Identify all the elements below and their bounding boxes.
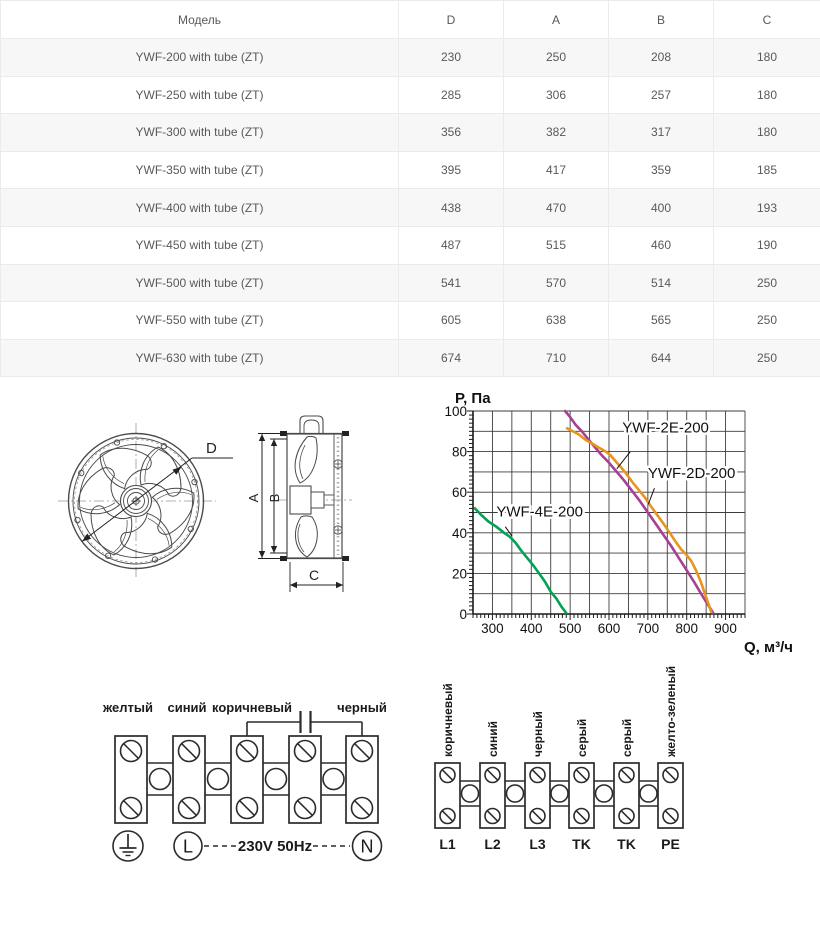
performance-chart bbox=[440, 385, 820, 660]
spec-table-body bbox=[1, 39, 820, 377]
table-row bbox=[1, 264, 820, 302]
col-header-model: Модель bbox=[1, 1, 399, 39]
col-header-c: C bbox=[714, 1, 820, 39]
wiring-diagram-three-phase bbox=[425, 662, 725, 862]
dim-label-d: D bbox=[206, 440, 217, 457]
table-cell: 515 bbox=[504, 226, 609, 264]
table-cell: YWF-500 with tube (ZT) bbox=[1, 264, 399, 302]
curve-ywf-4e-200 bbox=[475, 508, 566, 613]
svg-text:L: L bbox=[182, 836, 194, 857]
terminal-label: TK bbox=[572, 836, 591, 852]
ground-icon bbox=[113, 831, 143, 861]
curve-label: YWF-2E-200 bbox=[622, 419, 709, 437]
wire-label: желтый bbox=[103, 700, 153, 715]
table-cell: 395 bbox=[399, 151, 504, 189]
table-cell: YWF-630 with tube (ZT) bbox=[1, 339, 399, 377]
table-cell: 438 bbox=[399, 189, 504, 227]
connector-hole bbox=[507, 785, 524, 802]
x-tick-label: 600 bbox=[597, 621, 621, 636]
table-row bbox=[1, 302, 820, 340]
line-terminal bbox=[174, 832, 202, 860]
table-row bbox=[1, 189, 820, 227]
wire-label: синий bbox=[486, 720, 500, 757]
dim-label-a: A bbox=[246, 493, 261, 503]
table-cell: 190 bbox=[714, 226, 820, 264]
table-cell: YWF-250 with tube (ZT) bbox=[1, 76, 399, 114]
connector-hole bbox=[266, 769, 287, 790]
table-cell: 514 bbox=[609, 264, 714, 302]
wire-label: черный bbox=[337, 700, 387, 715]
table-cell: 208 bbox=[609, 39, 714, 77]
table-cell: 285 bbox=[399, 76, 504, 114]
table-row bbox=[1, 114, 820, 152]
table-cell: 250 bbox=[714, 339, 820, 377]
wiring-diagram-single-phase bbox=[90, 695, 400, 870]
fan-side-view bbox=[246, 416, 352, 592]
dim-label-c: C bbox=[308, 567, 320, 583]
wire-label: желто-зеленый bbox=[664, 665, 678, 757]
table-cell: 382 bbox=[504, 114, 609, 152]
table-cell: 257 bbox=[609, 76, 714, 114]
table-row bbox=[1, 76, 820, 114]
table-cell: 638 bbox=[504, 302, 609, 340]
terminal-strip bbox=[435, 763, 683, 828]
terminal-label: PE bbox=[661, 836, 680, 852]
table-cell: YWF-300 with tube (ZT) bbox=[1, 114, 399, 152]
connector-hole bbox=[462, 785, 479, 802]
table-row bbox=[1, 226, 820, 264]
x-tick-label: 300 bbox=[481, 621, 504, 636]
table-cell: YWF-200 with tube (ZT) bbox=[1, 39, 399, 77]
table-cell: 180 bbox=[714, 114, 820, 152]
col-header-b: B bbox=[609, 1, 714, 39]
x-axis-title: Q, м³/ч bbox=[744, 639, 793, 656]
wire-label: коричневый bbox=[441, 683, 455, 757]
table-cell: 710 bbox=[504, 339, 609, 377]
x-tick-label: 800 bbox=[675, 621, 698, 636]
y-tick-label: 40 bbox=[451, 525, 467, 541]
spec-table bbox=[0, 0, 820, 377]
table-cell: 605 bbox=[399, 302, 504, 340]
table-cell: 417 bbox=[504, 151, 609, 189]
svg-text:N: N bbox=[360, 836, 374, 857]
wire-label: серый bbox=[575, 718, 589, 757]
y-axis-title: P, Па bbox=[455, 390, 491, 407]
connector-hole bbox=[596, 785, 613, 802]
table-cell: 306 bbox=[504, 76, 609, 114]
connector-hole bbox=[640, 785, 657, 802]
table-cell: 570 bbox=[504, 264, 609, 302]
table-cell: 250 bbox=[714, 302, 820, 340]
table-cell: 185 bbox=[714, 151, 820, 189]
table-cell: 180 bbox=[714, 39, 820, 77]
wire-label: коричневый bbox=[212, 700, 292, 715]
curve-ywf-2e-200 bbox=[567, 428, 711, 612]
voltage-label: 230V 50Hz bbox=[237, 838, 313, 855]
table-cell: 356 bbox=[399, 114, 504, 152]
terminal-label: L2 bbox=[484, 836, 501, 852]
table-cell: 541 bbox=[399, 264, 504, 302]
dim-label-b: B bbox=[267, 493, 282, 503]
connector-hole bbox=[323, 769, 344, 790]
y-tick-label: 100 bbox=[444, 404, 467, 419]
connector-hole bbox=[551, 785, 568, 802]
table-cell: YWF-550 with tube (ZT) bbox=[1, 302, 399, 340]
table-cell: 565 bbox=[609, 302, 714, 340]
table-cell: 470 bbox=[504, 189, 609, 227]
terminal-label: L1 bbox=[439, 836, 456, 852]
table-cell: 644 bbox=[609, 339, 714, 377]
curve-label: YWF-4E-200 bbox=[496, 503, 584, 521]
wire-label: серый bbox=[620, 718, 634, 757]
col-header-a: A bbox=[504, 1, 609, 39]
terminal-label: TK bbox=[617, 836, 636, 852]
y-tick-label: 0 bbox=[459, 607, 467, 622]
x-tick-label: 400 bbox=[520, 621, 543, 636]
table-cell: 359 bbox=[609, 151, 714, 189]
terminal-strip bbox=[115, 736, 378, 823]
table-cell: YWF-350 with tube (ZT) bbox=[1, 151, 399, 189]
terminal-label: L3 bbox=[529, 836, 546, 852]
table-row bbox=[1, 151, 820, 189]
y-tick-label: 20 bbox=[451, 566, 467, 582]
table-cell: YWF-400 with tube (ZT) bbox=[1, 189, 399, 227]
x-tick-label: 500 bbox=[558, 621, 582, 636]
table-row bbox=[1, 339, 820, 377]
table-cell: 250 bbox=[504, 39, 609, 77]
table-cell: 250 bbox=[714, 264, 820, 302]
neutral-terminal bbox=[353, 832, 382, 861]
table-cell: 317 bbox=[609, 114, 714, 152]
curve-label-leader bbox=[648, 488, 654, 504]
x-tick-label: 900 bbox=[714, 621, 737, 636]
connector-hole bbox=[208, 769, 229, 790]
table-cell: 460 bbox=[609, 226, 714, 264]
table-cell: 487 bbox=[399, 226, 504, 264]
fan-drawings bbox=[30, 385, 400, 645]
wire-label: синий bbox=[167, 700, 207, 715]
table-cell: YWF-450 with tube (ZT) bbox=[1, 226, 399, 264]
connector-hole bbox=[150, 769, 171, 790]
y-tick-label: 60 bbox=[451, 485, 467, 501]
y-tick-label: 80 bbox=[451, 444, 467, 460]
table-cell: 230 bbox=[399, 39, 504, 77]
curve-label: YWF-2D-200 bbox=[647, 464, 736, 482]
table-cell: 674 bbox=[399, 339, 504, 377]
col-header-d: D bbox=[399, 1, 504, 39]
table-cell: 180 bbox=[714, 76, 820, 114]
wire-label: черный bbox=[531, 711, 545, 757]
table-cell: 193 bbox=[714, 189, 820, 227]
fan-front-view bbox=[58, 423, 233, 580]
table-row bbox=[1, 39, 820, 77]
x-tick-label: 700 bbox=[636, 621, 660, 636]
table-header-row bbox=[1, 1, 820, 39]
table-cell: 400 bbox=[609, 189, 714, 227]
